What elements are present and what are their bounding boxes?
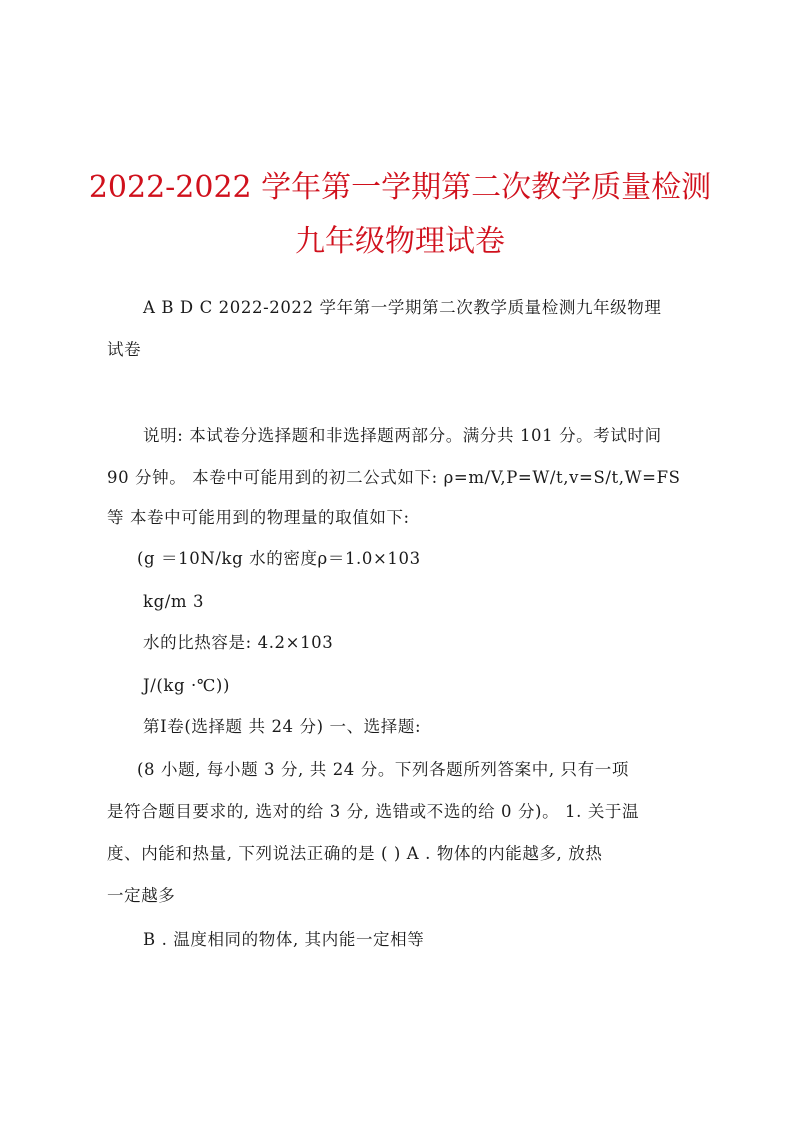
header-line-1: A B D C 2022-2022 学年第一学期第二次教学质量检测九年级物理 [143, 298, 662, 317]
constant-unit-line-2: J/(kg ·℃)) [143, 676, 230, 695]
section-title: 第Ⅰ卷(选择题 共 24 分) 一、选择题: [143, 717, 422, 736]
note-line-3: 等 本卷中可能用到的物理量的取值如下: [107, 508, 410, 527]
note-line-2: 90 分钟。 本卷中可能用到的初二公式如下: ρ=m/V,P=W/t,v=S/t,W=FS [107, 468, 681, 487]
instruction-line-4: 一定越多 [107, 886, 176, 905]
instruction-line-2: 是符合题目要求的, 选对的给 3 分, 选错或不选的给 0 分)。 1. 关于温 [107, 802, 640, 821]
instruction-line-1: (8 小题, 每小题 3 分, 共 24 分。下列各题所列答案中, 只有一项 [137, 760, 629, 779]
constant-unit-line-1: kg/m 3 [143, 592, 205, 611]
document-title-line-1: 2022-2022 学年第一学期第二次教学质量检测 [88, 170, 712, 205]
option-b-line: B . 温度相同的物体, 其内能一定相等 [143, 930, 425, 949]
note-line-1: 说明: 本试卷分选择题和非选择题两部分。满分共 101 分。考试时间 [143, 426, 662, 445]
constant-c-line: 水的比热容是: 4.2×103 [143, 633, 334, 652]
constant-g-line: (g ＝10N/kg 水的密度ρ＝1.0×103 [137, 549, 421, 568]
header-line-2: 试卷 [107, 340, 142, 359]
document-title-line-2: 九年级物理试卷 [295, 224, 505, 259]
instruction-line-3: 度、内能和热量, 下列说法正确的是 ( ) A . 物体的内能越多, 放热 [107, 844, 603, 863]
